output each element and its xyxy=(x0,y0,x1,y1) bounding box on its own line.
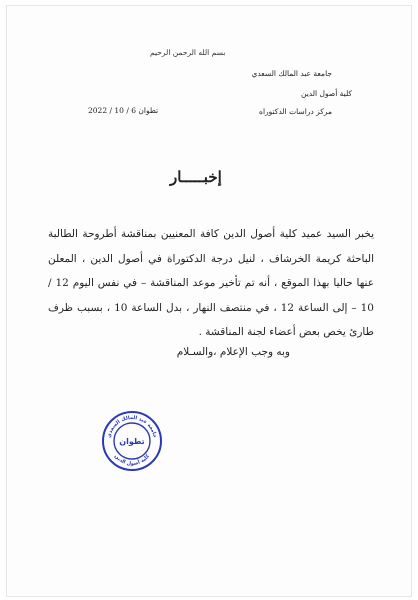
stamp-text-bottom: كلية أصول الدين xyxy=(113,453,151,468)
announcement-body: يخبر السيد عميد كلية أصول الدين كافة المعنيين بمناقشة أطروحة الطالبة الباحثة كريمة الخرشاف ، لنيل درجة الدكتوراة في أصول الدين ، المعلن عنها حاليا بهذا الموقع ، أنه تم تأخير موعد المناقشة – في نفس اليوم 12 / 10 – إلى الساعة 12 ، في منتصف النهار ، بدل الساعة 10 ، بسبب ظرف طارئ يخص بعض أعضاء لجنة المناقشة . xyxy=(48,228,374,338)
university-name: جامعة عبد المالك السعدي xyxy=(251,69,332,78)
closing-line: وبه وجب الإعلام ،والسـلام xyxy=(176,346,290,358)
stamp-text-top: جامعة عبد المالك السعدي xyxy=(106,414,158,439)
document-title: إخبـــــار xyxy=(170,168,222,186)
basmala: بسم الله الرحمن الرحيم xyxy=(150,48,226,57)
official-stamp xyxy=(101,410,163,472)
svg-text:كلية أصول الدين xyxy=(113,453,151,467)
center-name: مركز دراسات الدكتوراه xyxy=(259,107,332,116)
stamp-city: تطوان xyxy=(119,437,145,446)
document-date: تطوان 6 / 10 / 2022 xyxy=(88,106,159,115)
faculty-name: كلية أصول الدين xyxy=(301,89,352,98)
